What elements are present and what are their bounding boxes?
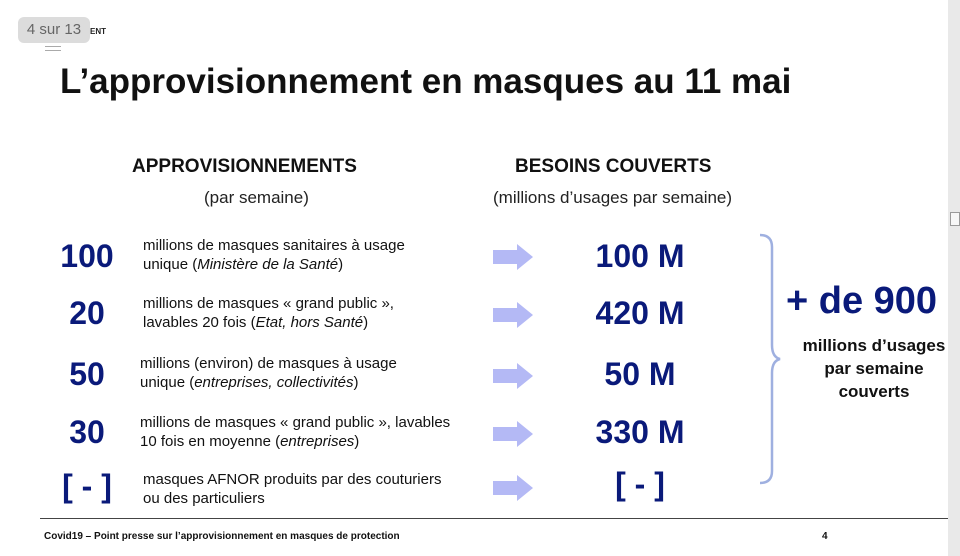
- supply-quantity: 100: [60, 238, 114, 274]
- description-line1: millions de masques « grand public », lavables: [140, 414, 451, 431]
- supply-description: [143, 236, 405, 274]
- footer-divider: [40, 518, 953, 519]
- supply-quantity: 30: [69, 414, 105, 450]
- supply-quantity: 20: [69, 295, 105, 331]
- supply-quantity: [ - ]: [62, 468, 112, 504]
- total-value: + de 900: [786, 280, 938, 322]
- right-column-subheading: (millions d’usages par semaine): [493, 188, 733, 207]
- left-column-subheading: (par semaine): [204, 188, 309, 207]
- page-indicator[interactable]: 4 sur 13: [18, 17, 90, 43]
- footer-page-number: 4: [822, 531, 828, 542]
- coverage-result: 420 M: [595, 295, 685, 331]
- coverage-result: 50 M: [604, 356, 676, 392]
- total-caption: [788, 334, 960, 403]
- coverage-result: [ - ]: [615, 466, 665, 502]
- description-line1: millions (environ) de masques à usage: [140, 355, 397, 372]
- supply-quantity: 50: [69, 356, 105, 392]
- coverage-result: 100 M: [595, 238, 685, 274]
- arrow-right-icon: [493, 363, 533, 389]
- logo-mark: [45, 46, 61, 54]
- description-line2: unique (entreprises, collectivités): [140, 374, 359, 391]
- coverage-result: 330 M: [595, 414, 685, 450]
- supply-description: [140, 354, 397, 392]
- total-caption-line3: couverts: [838, 382, 910, 401]
- description-line2: 10 fois en moyenne (entreprises): [140, 433, 360, 450]
- arrow-right-icon: [493, 421, 533, 447]
- supply-description: [143, 470, 441, 508]
- total-caption-line1: millions d’usages: [802, 336, 946, 355]
- brace-icon: [758, 233, 782, 485]
- viewer-edge: [948, 0, 960, 556]
- page-title: L’approvisionnement en masques au 11 mai: [60, 62, 792, 101]
- left-column-heading: APPROVISIONNEMENTS: [132, 156, 357, 177]
- logo-text: ENT: [90, 27, 106, 36]
- arrow-right-icon: [493, 475, 533, 501]
- total-caption-line2: par semaine: [824, 359, 924, 378]
- description-line2: lavables 20 fois (Etat, hors Santé): [143, 314, 369, 331]
- arrow-right-icon: [493, 302, 533, 328]
- description-line2: unique (Ministère de la Santé): [143, 256, 344, 273]
- description-line1: millions de masques sanitaires à usage: [143, 237, 405, 254]
- arrow-right-icon: [493, 244, 533, 270]
- supply-description: [143, 294, 394, 332]
- right-column-heading: BESOINS COUVERTS: [515, 156, 712, 177]
- footer-text: Covid19 – Point presse sur l’approvisionnement en masques de protection: [44, 531, 400, 542]
- description-line1: masques AFNOR produits par des couturiers: [143, 471, 442, 488]
- supply-description: [140, 413, 450, 451]
- description-line2: ou des particuliers: [143, 490, 265, 507]
- description-line1: millions de masques « grand public »,: [143, 295, 394, 312]
- resize-handle[interactable]: [950, 212, 960, 226]
